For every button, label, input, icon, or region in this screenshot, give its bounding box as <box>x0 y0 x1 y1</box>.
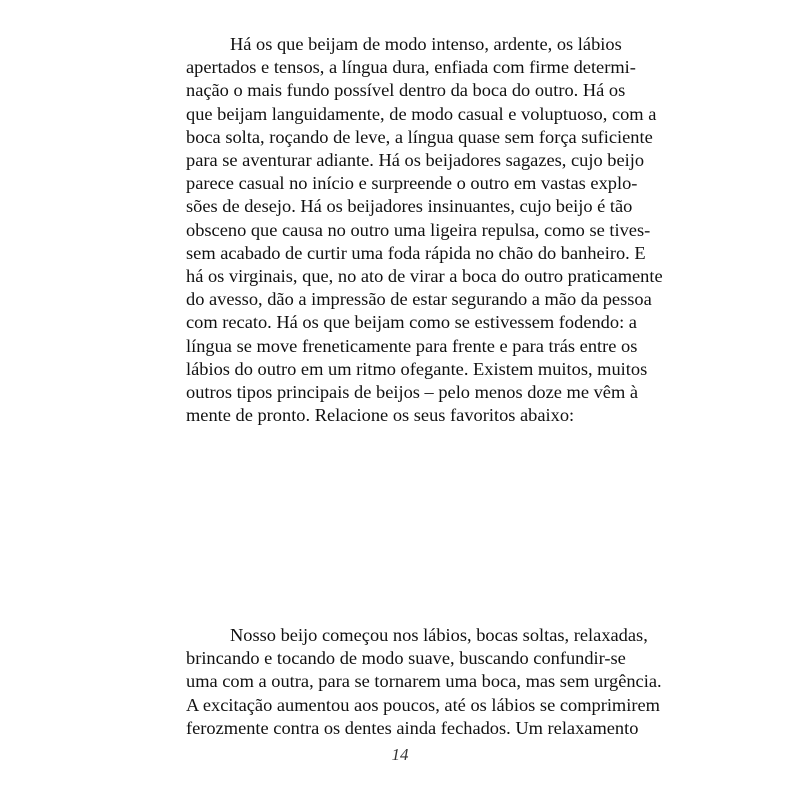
text-line: do avesso, dão a impressão de estar segurando a mão da pessoa <box>186 289 652 310</box>
text-line: para se aventurar adiante. Há os beijadores sagazes, cujo beijo <box>186 150 645 171</box>
text-line: ferozmente contra os dentes ainda fechados. Um relaxamento <box>186 717 639 738</box>
paragraph-kiss-types <box>186 33 663 427</box>
text-line: brincando e tocando de modo suave, buscando confundir-se <box>186 648 626 669</box>
text-line: Nosso beijo começou nos lábios, bocas soltas, relaxadas, <box>230 625 648 645</box>
page-number: 14 <box>391 745 409 764</box>
text-line: uma com a outra, para se tornarem uma boca, mas sem urgência. <box>186 671 662 692</box>
text-line: apertados e tensos, a língua dura, enfiada com firme determi- <box>186 57 636 78</box>
text-line: há os virginais, que, no ato de virar a boca do outro praticamente <box>186 266 663 287</box>
text-line: Há os que beijam de modo intenso, ardente, os lábios <box>230 34 622 54</box>
text-line: outros tipos principais de beijos – pelo menos doze me vêm à <box>186 382 639 403</box>
text-line: sões de desejo. Há os beijadores insinuantes, cujo beijo é tão <box>186 196 633 217</box>
text-line: obsceno que causa no outro uma ligeira repulsa, como se tives- <box>186 219 651 240</box>
text-line: nação o mais fundo possível dentro da boca do outro. Há os <box>186 80 626 101</box>
text-line: mente de pronto. Relacione os seus favoritos abaixo: <box>186 405 575 426</box>
text-line: boca solta, roçando de leve, a língua quase sem força suficiente <box>186 126 653 147</box>
text-line: A excitação aumentou aos poucos, até os lábios se comprimirem <box>186 694 660 715</box>
text-line: língua se move freneticamente para frente e para trás entre os <box>186 335 638 356</box>
text-line: que beijam languidamente, de modo casual e voluptuoso, com a <box>186 103 657 124</box>
text-line: lábios do outro em um ritmo ofegante. Existem muitos, muitos <box>186 358 648 379</box>
paragraph-our-kiss <box>186 624 662 740</box>
text-line: parece casual no início e surpreende o outro em vastas explo- <box>186 173 638 194</box>
text-line: sem acabado de curtir uma foda rápida no chão do banheiro. E <box>186 242 646 263</box>
text-line: com recato. Há os que beijam como se estivessem fodendo: a <box>186 312 637 333</box>
